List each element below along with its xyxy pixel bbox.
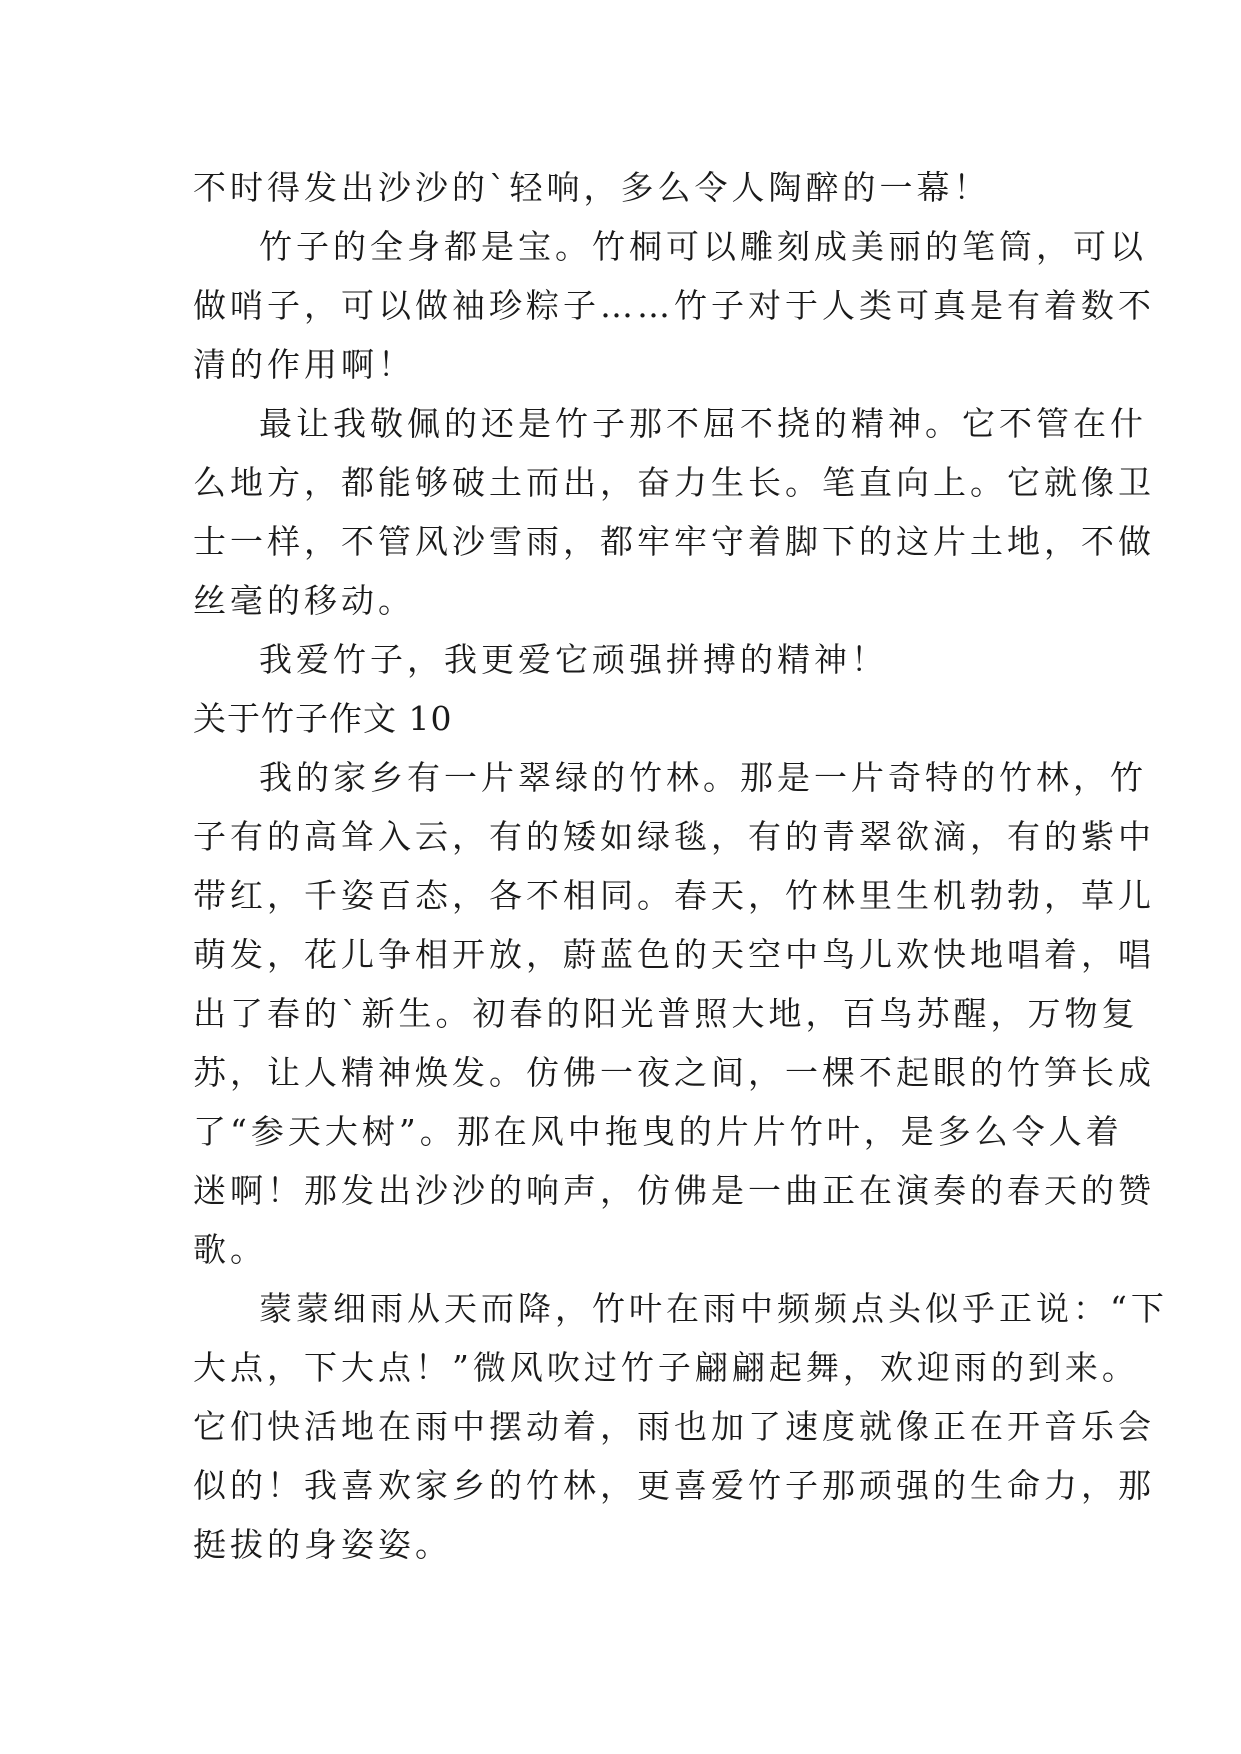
text-line: 挺拔的身姿姿。 [193,1525,452,1564]
text-line: 迷啊！那发出沙沙的响声，仿佛是一曲正在演奏的春天的赞 [193,1171,1155,1210]
text-line: 丝毫的移动。 [193,581,415,620]
text-line: 了“参天大树”。那在风中拖曳的片片竹叶，是多么令人着 [193,1112,1123,1151]
paragraph-first-line: 最让我敬佩的还是竹子那不屈不挠的精神。它不管在什 [259,404,1147,443]
text-line: 歌。 [193,1230,267,1269]
text-line: 清的作用啊！ [193,345,415,384]
section-heading: 关于竹子作文 10 [193,699,453,738]
text-line: 似的！我喜欢家乡的竹林，更喜爱竹子那顽强的生命力，那 [193,1466,1155,1505]
paragraph-first-line: 蒙蒙细雨从天而降，竹叶在雨中频频点头似乎正说：“下 [259,1289,1168,1328]
text-line: 么地方，都能够破土而出，奋力生长。笔直向上。它就像卫 [193,463,1155,502]
text-line: 它们快活地在雨中摆动着，雨也加了速度就像正在开音乐会 [193,1407,1155,1446]
paragraph-first-line: 竹子的全身都是宝。竹桐可以雕刻成美丽的笔筒，可以 [259,227,1147,266]
text-line: 子有的高耸入云，有的矮如绿毯，有的青翠欲滴，有的紫中 [193,817,1155,856]
text-line: 士一样，不管风沙雪雨，都牢牢守着脚下的这片土地，不做 [193,522,1155,561]
text-line: 做哨子，可以做袖珍粽子……竹子对于人类可真是有着数不 [193,286,1155,325]
text-line: 出了春的`新生。初春的阳光普照大地，百鸟苏醒，万物复 [193,994,1139,1033]
text-line: 大点，下大点！”微风吹过竹子翩翩起舞，欢迎雨的到来。 [193,1348,1139,1387]
paragraph-first-line: 我爱竹子，我更爱它顽强拼搏的精神！ [259,640,888,679]
text-line: 苏，让人精神焕发。仿佛一夜之间，一棵不起眼的竹笋长成 [193,1053,1155,1092]
text-line: 带红，千姿百态，各不相同。春天，竹林里生机勃勃，草儿 [193,876,1155,915]
paragraph-first-line: 我的家乡有一片翠绿的竹林。那是一片奇特的竹林，竹 [259,758,1147,797]
document-body [193,158,1168,1574]
text-line: 萌发，花儿争相开放，蔚蓝色的天空中鸟儿欢快地唱着，唱 [193,935,1155,974]
text-line: 不时得发出沙沙的`轻响，多么令人陶醉的一幕！ [193,168,991,207]
